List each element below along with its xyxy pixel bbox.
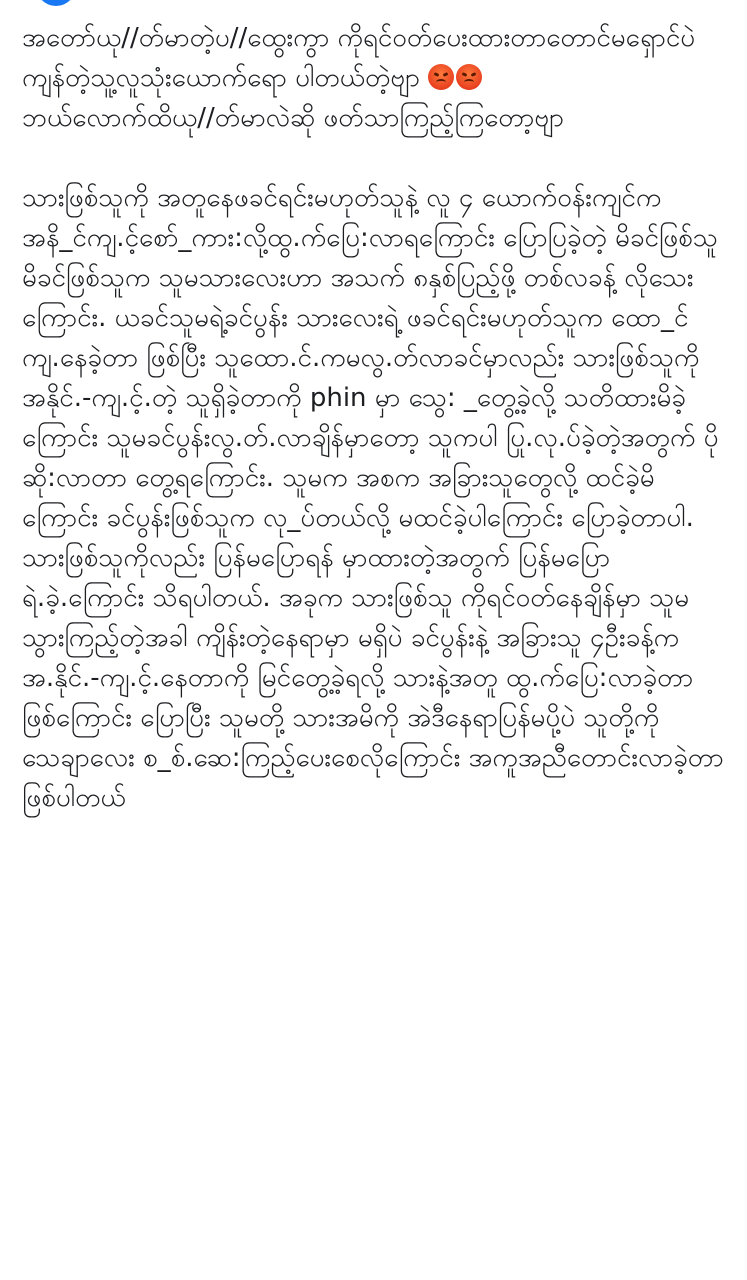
body-paragraph-3: သားဖြစ်သူကိုလည်း ပြန်မပြောရန် မှာထားတဲ့အတွက် ပြန်မပြောရဲ.ခဲ့.ကြောင်း သိရပါတယ်. အခုက သားဖြစ်သူ ကိုရင်ဝတ်နေချိန်မှာ သူမသွားကြည့်တဲ့အခါ ကျိန်းတဲ့နေရာမှာ မရှိပဲ ခင်ပွန်းနဲ့ အခြားသူ ၄ဦးခန့်က အ.နိုင်.-ကျ.င့်.နေတာကို မြင်တွေ့ခဲ့ရလို့ သားနဲ့အတူ ထွ.က်ပြေ:လာခဲ့တာဖြစ်ကြောင်း ပြောပြီး သူမတို့ သားအမိကို အဲဒီနေရာပြန်မပို့ပဲ သူတို့ကို သေချာလေး စ_စ်.ဆေ:ကြည့်ပေးစေလိုကြောင်း အကူအညီတောင်းလာခဲ့တာ ဖြစ်ပါတယ် [22,543,724,813]
intro-line-2: ဘယ်လောက်ထိယု//တ်မာလဲဆို ဖတ်သာကြည့်ကြတော့ဗျာ [22,103,564,133]
body-paragraph-1: သားဖြစ်သူကို အတူနေဖခင်ရင်းမဟုတ်သူနဲ့ လူ ၄ ယောက်ဝန်းကျင်က အနိ_င်ကျ.င့်စော်_ကား:လို့ထွ.က်ပြေ:လာရကြောင်း ပြောပြခဲ့တဲ့ မိခင်ဖြစ်သူ [22,183,718,253]
intro-line-1: အတော်ယု//တ်မာတဲ့ပ//ထွေးကွာ ကိုရင်ဝတ်ပေးထားတာတောင်မရှောင်ပဲ ကျန်တဲ့သူ့လူသုံးယောက်ရော ပါတယ်တဲ့ဗျာ [22,23,696,93]
angry-face-icon [456,64,482,90]
avatar[interactable] [36,0,76,6]
body-paragraph-2: မိခင်ဖြစ်သူက သူမသားလေးဟာ အသက် ၈နှစ်ပြည့်ဖို့ တစ်လခန့် လိုသေးကြောင်း. ယခင်သူမရဲ့ခင်ပွန်း သားလေးရဲ့ ဖခင်ရင်းမဟုတ်သူက ထော_င်ကျ.နေခဲ့တာ ဖြစ်ပြီး သူထော.င်.ကမလွ.တ်လာခင်မှာလည်း သားဖြစ်သူကို အနိုင်.-ကျ.င့်.တဲ့ သူရှိခဲ့တာကို phin မှာ သွေ: _တွေ့ခဲ့လို့ သတိထားမိခဲ့ကြောင်း သူမခင်ပွန်းလွ.တ်.လာချိန်မှာတော့ သူကပါ ပြု.လု.ပ်ခဲ့တဲ့အတွက် ပိုဆို:လာတာ တွေ့ရကြောင်း. သူမက အစက အခြားသူတွေလို့ ထင်ခဲ့မိကြောင်း ခင်ပွန်းဖြစ်သူက လု_ပ်တယ်လို့ မထင်ခဲ့ပါကြောင်း ပြောခဲ့တာပါ. [22,263,719,533]
paragraph-spacer [22,138,730,178]
post-text [22,18,730,818]
intro-paragraph [22,18,730,98]
angry-face-icon [428,64,454,90]
